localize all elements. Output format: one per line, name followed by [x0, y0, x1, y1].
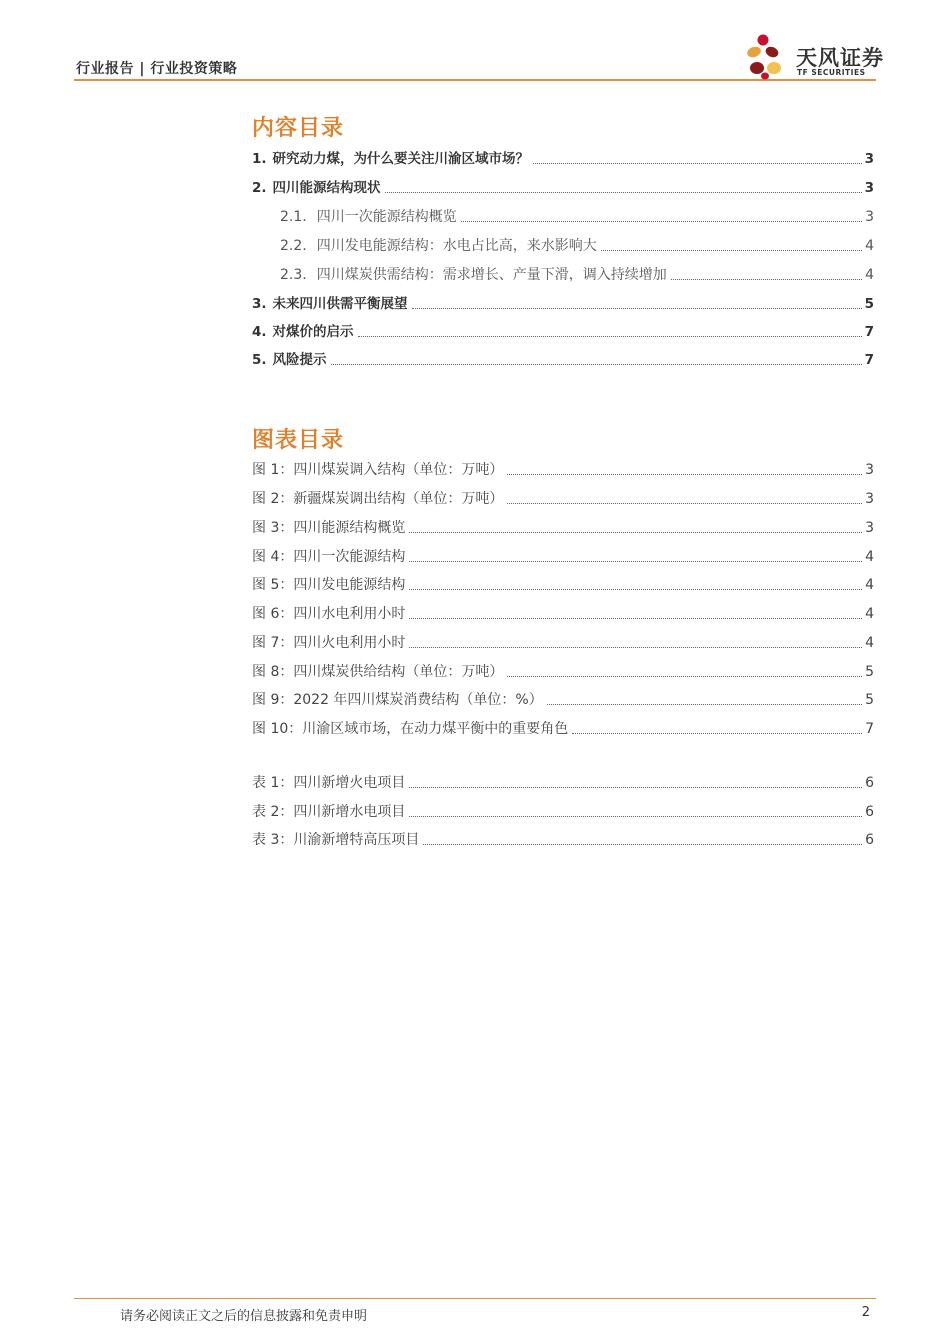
figure-list-title: 图表目录: [252, 428, 345, 453]
leader-dots: [547, 703, 862, 705]
toc-item-number: 4.: [252, 324, 267, 340]
toc-subitem[interactable]: [280, 266, 874, 284]
leader-dots: [409, 617, 862, 619]
table-item-label: 表 1：四川新增火电项目: [252, 775, 406, 791]
table-item-page: 6: [865, 832, 874, 848]
figure-item-page: 4: [865, 577, 874, 593]
toc-item-label: 对煤价的启示: [272, 324, 354, 340]
toc-subitem[interactable]: [280, 208, 874, 226]
toc-item[interactable]: [252, 351, 874, 369]
leader-dots: [423, 843, 862, 845]
figure-item[interactable]: [252, 461, 874, 479]
toc-item-label: 四川能源结构现状: [272, 180, 381, 196]
toc-item-label: 四川发电能源结构：水电占比高，来水影响大: [316, 238, 597, 254]
toc-item-page: 3: [864, 180, 874, 196]
toc-item-number: 5.: [252, 352, 267, 368]
toc-item-number: 3.: [252, 296, 267, 312]
leader-dots: [409, 531, 862, 533]
toc-item-page: 4: [865, 267, 874, 283]
figure-item[interactable]: [252, 634, 874, 652]
figure-item-label: 图 7：四川火电利用小时: [252, 635, 406, 651]
leader-dots: [507, 502, 862, 504]
figure-item[interactable]: [252, 490, 874, 508]
toc-item-label: 未来四川供需平衡展望: [272, 296, 408, 312]
figure-item[interactable]: [252, 691, 874, 709]
figure-item-label: 图 3：四川能源结构概览: [252, 520, 406, 536]
table-item-page: 6: [865, 775, 874, 791]
toc-item-page: 5: [864, 296, 874, 312]
figure-item-label: 图 1：四川煤炭调入结构（单位：万吨）: [252, 462, 504, 478]
toc-item-label: 四川煤炭供需结构：需求增长、产量下滑，调入持续增加: [316, 267, 667, 283]
figure-item[interactable]: [252, 663, 874, 681]
leader-dots: [507, 675, 862, 677]
toc-item-label: 风险提示: [272, 352, 327, 368]
figure-item[interactable]: [252, 519, 874, 537]
leader-dots: [601, 249, 862, 251]
leader-dots: [507, 473, 862, 475]
table-item-page: 6: [865, 804, 874, 820]
toc-item[interactable]: [252, 150, 874, 168]
figure-item-label: 图 2：新疆煤炭调出结构（单位：万吨）: [252, 491, 504, 507]
toc-item-number: 2.: [252, 180, 267, 196]
leader-dots: [409, 588, 862, 590]
leader-dots: [533, 162, 862, 164]
figure-item-label: 图 5：四川发电能源结构: [252, 577, 406, 593]
figure-item-label: 图 9：2022 年四川煤炭消费结构（单位：%）: [252, 692, 543, 708]
logo-chinese-name: 天风证券: [796, 46, 884, 70]
leader-dots: [461, 220, 862, 222]
figure-item-label: 图 8：四川煤炭供给结构（单位：万吨）: [252, 664, 504, 680]
toc-item-page: 3: [865, 209, 874, 225]
leader-dots: [409, 646, 862, 648]
figure-item[interactable]: [252, 576, 874, 594]
figure-item-label: 图 4：四川一次能源结构: [252, 549, 406, 565]
report-category: 行业报告 | 行业投资策略: [76, 61, 238, 77]
figure-item-page: 5: [865, 692, 874, 708]
leader-dots: [409, 786, 862, 788]
toc-item-number: 2.2.: [280, 238, 307, 254]
figure-item-page: 3: [865, 491, 874, 507]
toc-item-page: 3: [864, 151, 874, 167]
figure-item-page: 4: [865, 635, 874, 651]
page-number: 2: [861, 1305, 870, 1320]
table-item[interactable]: [252, 831, 874, 849]
table-item-label: 表 3：川渝新增特高压项目: [252, 832, 420, 848]
leader-dots: [572, 732, 862, 734]
toc-item-page: 4: [865, 238, 874, 254]
figure-item-page: 4: [865, 606, 874, 622]
toc-item[interactable]: [252, 179, 874, 197]
figure-item[interactable]: [252, 720, 874, 738]
toc-item-page: 7: [864, 324, 874, 340]
toc-item-page: 7: [864, 352, 874, 368]
toc-subitem[interactable]: [280, 237, 874, 255]
toc-item-number: 1.: [252, 151, 267, 167]
logo-english-name: TF SECURITIES: [797, 68, 866, 77]
leader-dots: [671, 278, 862, 280]
footer-disclaimer: 请务必阅读正文之后的信息披露和免责申明: [120, 1309, 368, 1324]
figure-item-page: 4: [865, 549, 874, 565]
figure-item-page: 5: [865, 664, 874, 680]
figure-item[interactable]: [252, 548, 874, 566]
table-item[interactable]: [252, 774, 874, 792]
toc-item-number: 2.3.: [280, 267, 307, 283]
toc-item[interactable]: [252, 295, 874, 313]
figure-item[interactable]: [252, 605, 874, 623]
footer-divider: [74, 1298, 876, 1299]
toc-item[interactable]: [252, 323, 874, 341]
figure-item-label: 图 6：四川水电利用小时: [252, 606, 406, 622]
toc-item-label: 四川一次能源结构概览: [316, 209, 457, 225]
leader-dots: [358, 335, 862, 337]
leader-dots: [385, 191, 862, 193]
leader-dots: [412, 307, 862, 309]
leader-dots: [409, 815, 862, 817]
toc-item-label: 研究动力煤，为什么要关注川渝区域市场？: [272, 151, 530, 167]
table-item[interactable]: [252, 803, 874, 821]
leader-dots: [331, 363, 862, 365]
figure-item-page: 3: [865, 462, 874, 478]
toc-item-number: 2.1.: [280, 209, 307, 225]
toc-title: 内容目录: [252, 116, 345, 141]
table-item-label: 表 2：四川新增水电项目: [252, 804, 406, 820]
leader-dots: [409, 560, 862, 562]
figure-item-page: 3: [865, 520, 874, 536]
figure-item-label: 图 10：川渝区域市场，在动力煤平衡中的重要角色: [252, 721, 569, 737]
figure-item-page: 7: [865, 721, 874, 737]
